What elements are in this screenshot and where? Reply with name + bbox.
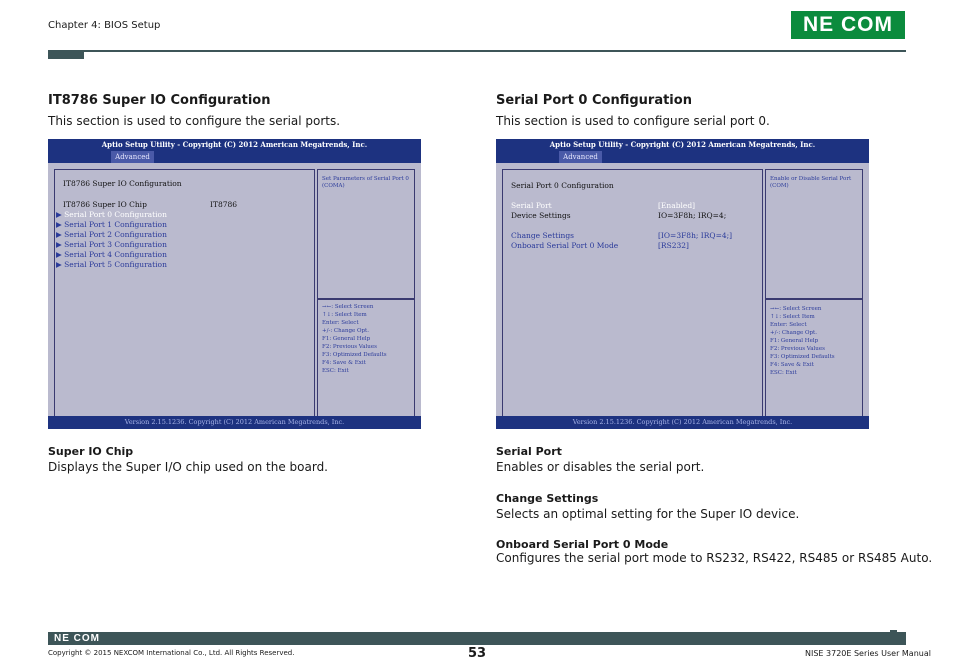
bios-chip-value: IT8786 (210, 200, 238, 209)
bios-keys-panel (765, 299, 863, 417)
bios-help-panel (765, 169, 863, 299)
bios-key-hint: ↑↓: Select Item (770, 314, 815, 320)
bios-footer: Version 2.15.1236. Copyright (C) 2012 American Megatrends, Inc. (48, 416, 421, 429)
bios-menu-serial-port-2[interactable] (56, 230, 167, 239)
bios-screen-superio (48, 139, 421, 429)
header-tab-block (48, 50, 84, 59)
section-title-superio: IT8786 Super IO Configuration (48, 93, 271, 108)
bios-key-hint: F2: Previous Values (770, 346, 825, 352)
footer-square (890, 630, 897, 637)
bios-tab-bar (48, 151, 421, 163)
bios-menu-label: Serial Port 3 Configuration (64, 240, 167, 249)
bios-key-hint: Enter: Select (770, 322, 807, 328)
bios-footer: Version 2.15.1236. Copyright (C) 2012 American Megatrends, Inc. (496, 416, 869, 429)
bios-keys-panel (317, 299, 415, 417)
field-label-serial-mode: Onboard Serial Port 0 Mode (496, 538, 669, 551)
bios-tab-bar (496, 151, 869, 163)
bios-menu-label: Serial Port 2 Configuration (64, 230, 167, 239)
bios-key-hint: →←: Select Screen (770, 306, 822, 312)
bios-row-serial-port-value[interactable]: [Enabled] (658, 201, 696, 210)
bios-main-panel (502, 169, 763, 417)
bios-menu-serial-port-5[interactable] (56, 260, 167, 269)
bios-key-hint: +/-: Change Opt. (322, 328, 370, 334)
bios-screen-serial0 (496, 139, 869, 429)
bios-title-bar: Aptio Setup Utility - Copyright (C) 2012 American Megatrends, Inc. (496, 139, 869, 151)
triangle-right-icon: ▶ (56, 240, 65, 249)
footer-square (890, 638, 897, 645)
bios-key-hint: F4: Save & Exit (322, 360, 366, 366)
bios-key-hint: ESC: Exit (322, 368, 349, 374)
bios-key-hint: F1: General Help (322, 336, 371, 342)
manual-title: NISE 3720E Series User Manual (805, 649, 931, 658)
bios-tab-advanced[interactable]: Advanced (559, 151, 602, 163)
bios-heading: Serial Port 0 Configuration (511, 181, 614, 190)
field-desc-change-settings: Selects an optimal setting for the Super IO device. (496, 507, 800, 521)
bios-row-device-settings-label: Device Settings (511, 211, 571, 220)
bios-key-hint: F3: Optimized Defaults (322, 352, 387, 358)
footer-bar (48, 632, 906, 645)
bios-chip-label: IT8786 Super IO Chip (63, 200, 147, 209)
page-number: 53 (468, 646, 487, 661)
bios-row-device-settings-value: IO=3F8h; IRQ=4; (658, 211, 727, 220)
bios-menu-serial-port-4[interactable] (56, 250, 167, 259)
section-title-serial0: Serial Port 0 Configuration (496, 93, 692, 108)
bios-menu-serial-port-0[interactable] (56, 210, 167, 219)
bios-key-hint: ESC: Exit (770, 370, 797, 376)
section-desc-superio: This section is used to configure the serial ports. (48, 114, 341, 128)
field-label-change-settings: Change Settings (496, 492, 599, 505)
field-label-serial-port: Serial Port (496, 445, 562, 458)
bios-row-serial-mode-value[interactable]: [RS232] (658, 241, 689, 250)
footer-square (898, 638, 905, 645)
nexcom-logo-footer: NE COM (48, 632, 106, 645)
bios-menu-label: Serial Port 0 Configuration (64, 210, 167, 219)
bios-key-hint: F4: Save & Exit (770, 362, 814, 368)
bios-row-change-settings-value[interactable]: [IO=3F8h; IRQ=4;] (658, 231, 733, 240)
field-desc-serial-port: Enables or disables the serial port. (496, 460, 705, 474)
bios-row-change-settings-label[interactable]: Change Settings (511, 231, 574, 240)
bios-key-hint: +/-: Change Opt. (770, 330, 818, 336)
field-label-superio-chip: Super IO Chip (48, 445, 134, 458)
bios-key-hint: F1: General Help (770, 338, 819, 344)
triangle-right-icon: ▶ (56, 220, 65, 229)
copyright-text: Copyright © 2015 NEXCOM International Co., Ltd. All Rights Reserved. (48, 649, 295, 657)
field-desc-serial-mode: Configures the serial port mode to RS232, RS422, RS485 or RS485 Auto. (496, 551, 933, 565)
bios-heading: IT8786 Super IO Configuration (63, 179, 182, 188)
bios-help-text: Set Parameters of Serial Port 0 (COMA) (322, 176, 409, 189)
bios-help-text: Enable or Disable Serial Port (COM) (770, 176, 852, 189)
bios-menu-label: Serial Port 1 Configuration (64, 220, 167, 229)
chapter-label: Chapter 4: BIOS Setup (48, 20, 161, 31)
bios-tab-advanced[interactable]: Advanced (111, 151, 154, 163)
bios-main-panel (54, 169, 315, 417)
triangle-right-icon: ▶ (56, 260, 65, 269)
bios-key-hint: F3: Optimized Defaults (770, 354, 835, 360)
section-desc-serial0: This section is used to configure serial port 0. (496, 114, 770, 128)
triangle-right-icon: ▶ (56, 230, 65, 239)
bios-key-hint: F2: Previous Values (322, 344, 377, 350)
bios-menu-label: Serial Port 5 Configuration (64, 260, 167, 269)
bios-menu-serial-port-3[interactable] (56, 240, 167, 249)
bios-menu-serial-port-1[interactable] (56, 220, 167, 229)
bios-key-hint: Enter: Select (322, 320, 359, 326)
bios-row-serial-port-label[interactable]: Serial Port (511, 201, 552, 210)
header-rule (48, 50, 906, 52)
bios-key-hint: →←: Select Screen (322, 304, 374, 310)
nexcom-logo: NE COM (791, 11, 905, 39)
bios-title-bar: Aptio Setup Utility - Copyright (C) 2012 American Megatrends, Inc. (48, 139, 421, 151)
triangle-right-icon: ▶ (56, 250, 65, 259)
bios-row-serial-mode-label[interactable]: Onboard Serial Port 0 Mode (511, 241, 619, 250)
bios-menu-label: Serial Port 4 Configuration (64, 250, 167, 259)
bios-help-panel (317, 169, 415, 299)
triangle-right-icon: ▶ (56, 210, 65, 219)
bios-key-hint: ↑↓: Select Item (322, 312, 367, 318)
field-desc-superio-chip: Displays the Super I/O chip used on the board. (48, 460, 328, 474)
